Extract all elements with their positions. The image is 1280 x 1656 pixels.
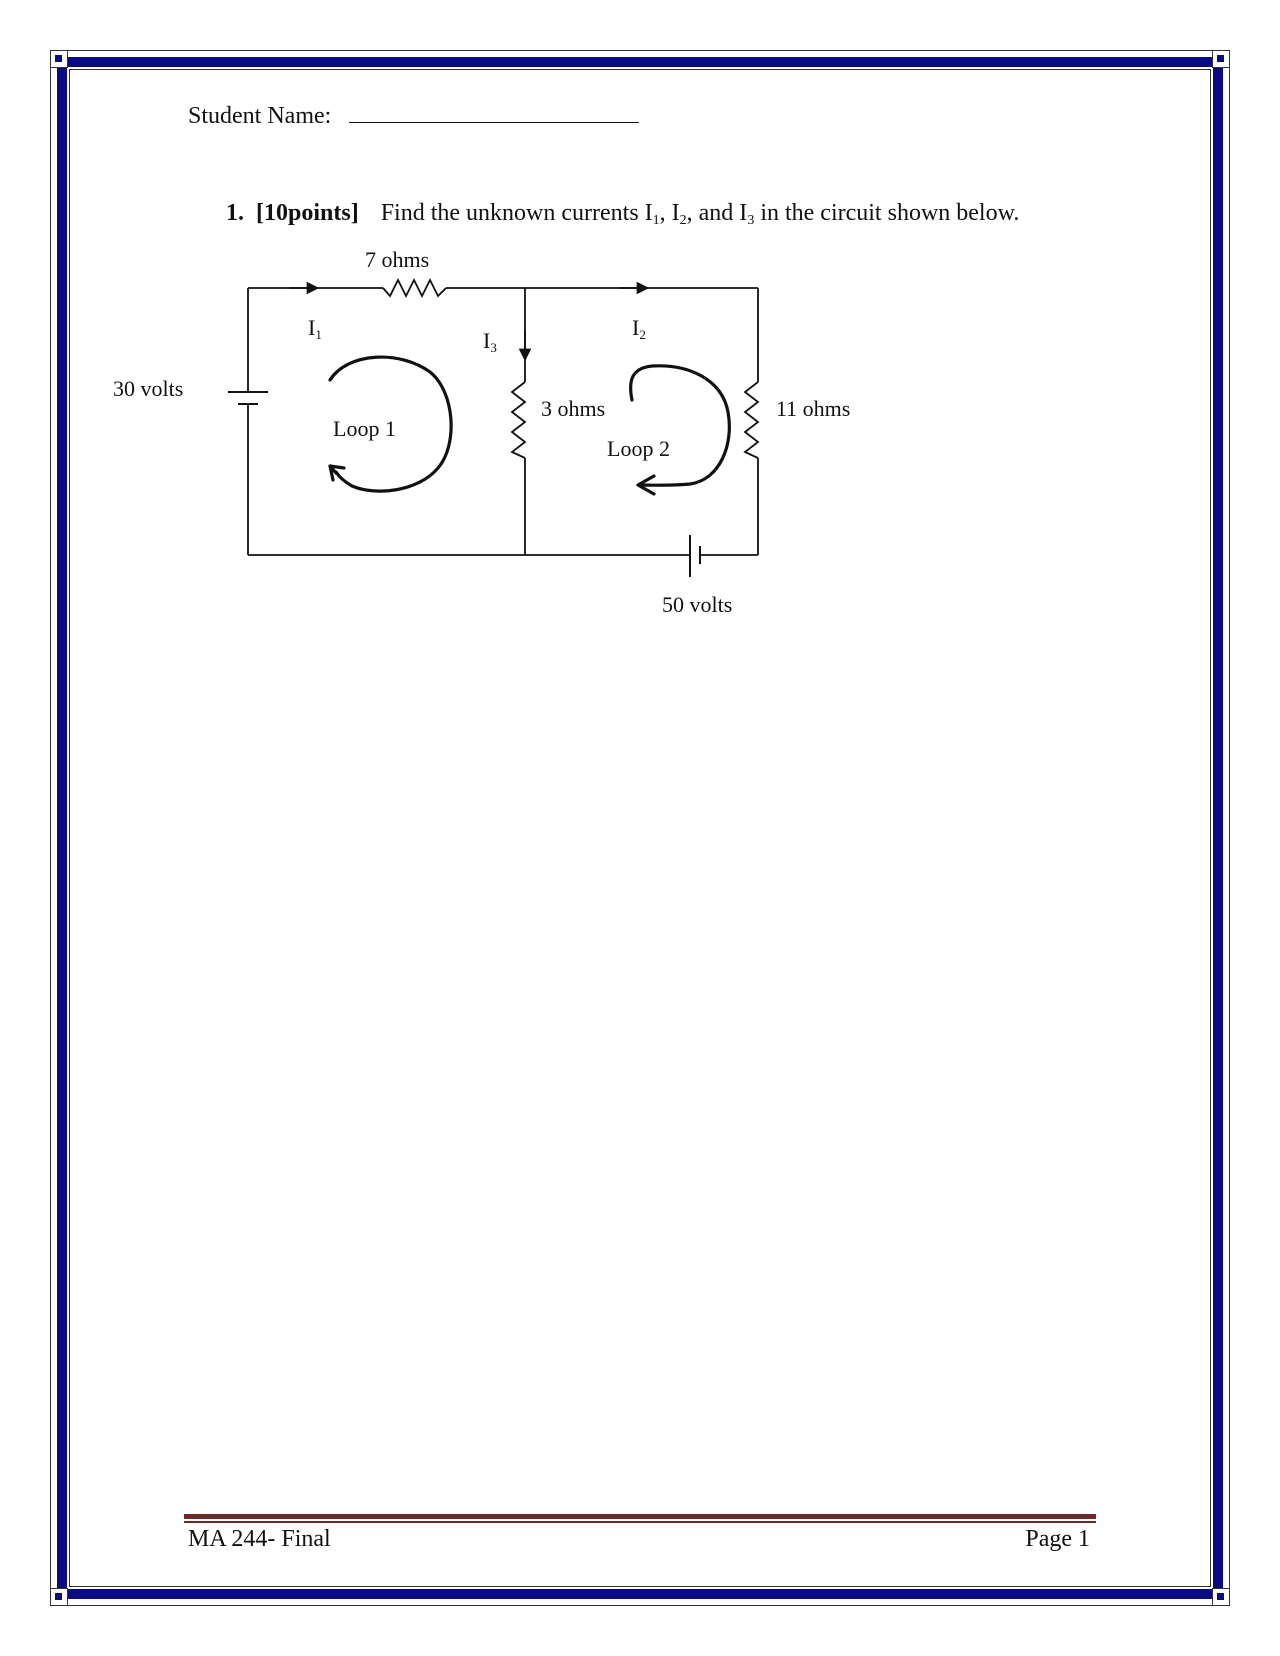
resistor-11-ohms-label: 11 ohms [776,396,851,421]
question-sep-2: , and I [686,200,748,226]
border-corner-top-left [50,50,68,68]
battery-30v-label: 30 volts [113,376,184,401]
footer-course: MA 244- Final [188,1526,331,1552]
question-1 [226,200,1019,227]
student-name-row [188,102,639,130]
current-3-sub: 3 [490,340,497,355]
current-2-sub: 2 [639,327,646,342]
footer-page-number: Page 1 [1025,1526,1090,1552]
question-sub-1: 1 [652,213,660,228]
border-corner-bottom-left [50,1588,68,1606]
resistor-3-ohms-label: 3 ohms [541,396,606,421]
loop-2-label: Loop 2 [607,436,670,461]
border-corner-bottom-right [1212,1588,1230,1606]
battery-50v-label: 50 volts [662,592,733,617]
loop-1-label: Loop 1 [333,416,396,441]
question-number: 1. [226,200,244,226]
footer-rule [184,1514,1096,1519]
resistor-7-ohms-label: 7 ohms [365,247,430,272]
student-name-label: Student Name: [188,103,332,129]
question-text-start: Find the unknown currents I [380,200,653,226]
question-sub-3: 3 [747,213,755,228]
footer-rule-thin [184,1521,1096,1523]
question-sep-1: , I [659,200,680,226]
current-3-letter: I [483,328,491,353]
page-border-inner [69,69,1211,1587]
question-points: [10points] [256,200,359,226]
current-1-letter: I [308,315,316,340]
current-1-sub: 1 [315,327,322,342]
current-2-letter: I [632,315,640,340]
student-name-blank[interactable] [349,102,639,123]
question-text-end: in the circuit shown below. [754,200,1020,226]
border-corner-top-right [1212,50,1230,68]
question-sub-2: 2 [679,213,687,228]
